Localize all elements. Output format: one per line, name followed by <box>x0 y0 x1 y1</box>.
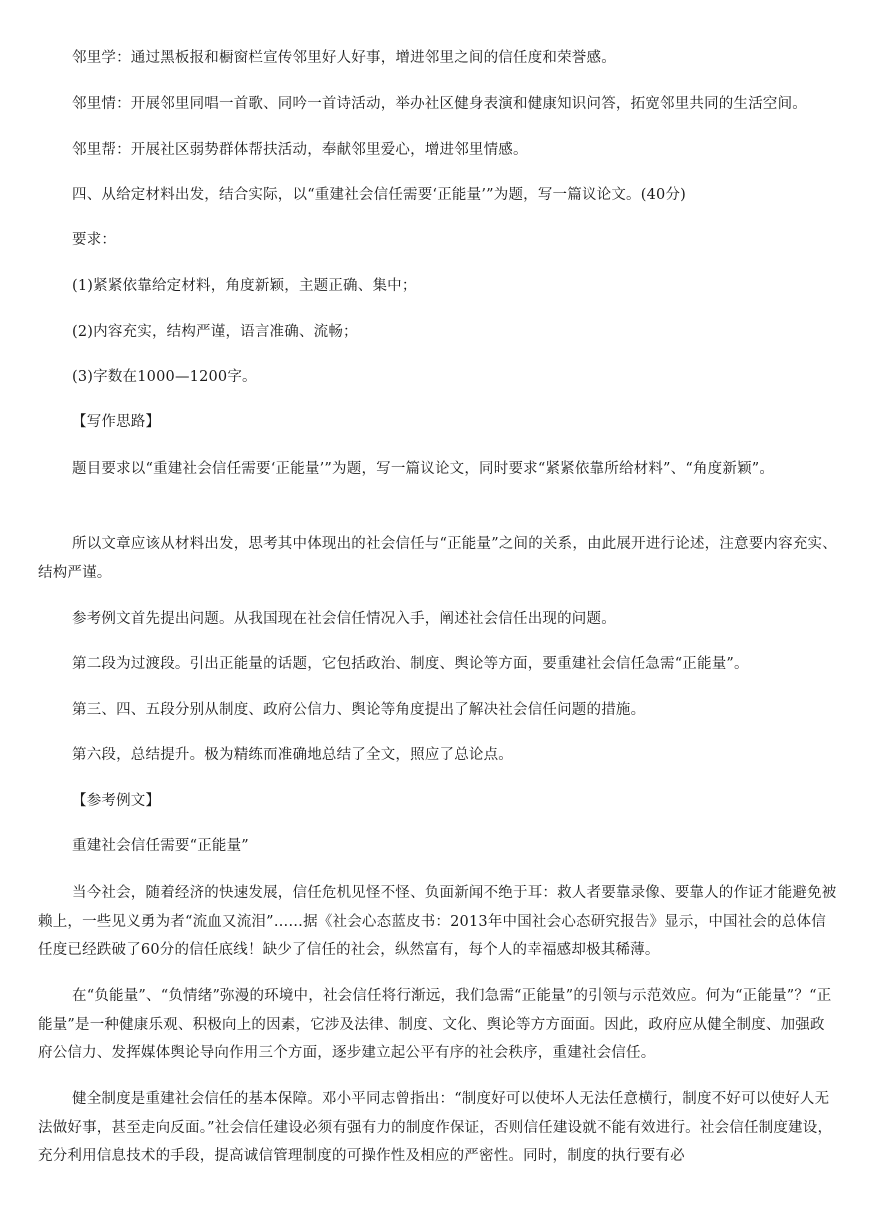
paragraph-approach-3: 参考例文首先提出问题。从我国现在社会信任情况入手，阐述社会信任出现的问题。 <box>72 611 616 627</box>
essay-title: 重建社会信任需要“正能量” <box>72 838 249 854</box>
paragraph-approach-6: 第六段，总结提升。极为精练而准确地总结了全文，照应了总论点。 <box>72 747 513 763</box>
requirement-item-2: (2)内容充实，结构严谨，语言准确、流畅； <box>72 324 358 340</box>
paragraph-neighbor-feeling: 邻里情：开展邻里同唱一首歌、同吟一首诗活动，举办社区健身表演和健康知识问答，拓宽邻里共同的生活空间。 <box>72 96 807 112</box>
question-four-prompt: 四、从给定材料出发，结合实际，以“重建社会信任需要‘正能量’”为题，写一篇议论文。(40分) <box>72 187 687 203</box>
requirement-item-1: (1)紧紧依靠给定材料，角度新颖，主题正确、集中； <box>72 278 417 294</box>
paragraph-approach-5: 第三、四、五段分别从制度、政府公信力、舆论等角度提出了解决社会信任问题的措施。 <box>72 702 646 718</box>
section-heading-reference-essay: 【参考例文】 <box>72 793 161 809</box>
requirement-item-3: (3)字数在1000—1200字。 <box>72 369 257 385</box>
paragraph-approach-1: 题目要求以“重建社会信任需要‘正能量’”为题，写一篇议论文，同时要求“紧紧依靠所给材料”、“角度新颖”。 <box>72 461 775 477</box>
paragraph-approach-2: 所以文章应该从材料出发，思考其中体现出的社会信任与“正能量”之间的关系，由此展开进行论述，注意要内容充实、结构严谨。 <box>38 536 837 581</box>
essay-paragraph-1: 当今社会，随着经济的快速发展，信任危机见怪不怪、负面新闻不绝于耳：救人者要靠录像、要靠人的作证才能避免被赖上，一些见义勇为者“流血又流泪”……据《社会心态蓝皮书：2013年中国社会心态研究报告》显示，中国社会的总体信任度已经跌破了60分的信任底线！缺少了信任的社会，纵然富有，每个人的幸福感却极其稀薄。 <box>38 885 837 958</box>
section-heading-writing-approach: 【写作思路】 <box>72 414 161 430</box>
essay-paragraph-3: 健全制度是重建社会信任的基本保障。邓小平同志曾指出：“制度好可以使坏人无法任意横行，制度不好可以使好人无法做好事，甚至走向反面。”社会信任建设必须有强有力的制度作保证，否则信任建设就不能有效进行。社会信任制度建设，充分利用信息技术的手段，提高诚信管理制度的可操作性及相应的严密性。同时，制度的执行要有必 <box>38 1091 833 1164</box>
paragraph-neighbor-help: 邻里帮：开展社区弱势群体帮扶活动，奉献邻里爱心，增进邻里情感。 <box>72 142 528 158</box>
essay-paragraph-2: 在“负能量”、“负情绪”弥漫的环境中，社会信任将行渐远，我们急需“正能量”的引领与示范效应。何为“正能量”？“正能量”是一种健康乐观、积极向上的因素，它涉及法律、制度、文化、舆论等方方面面。因此，政府应从健全制度、加强政府公信力、发挥媒体舆论导向作用三个方面，逐步建立起公平有序的社会秩序，重建社会信任。 <box>38 988 832 1061</box>
paragraph-approach-4: 第二段为过渡段。引出正能量的话题，它包括政治、制度、舆论等方面，要重建社会信任急需“正能量”。 <box>72 656 749 672</box>
requirements-heading: 要求： <box>72 232 117 248</box>
paragraph-neighbor-learning: 邻里学：通过黑板报和橱窗栏宣传邻里好人好事，增进邻里之间的信任度和荣誉感。 <box>72 50 616 66</box>
